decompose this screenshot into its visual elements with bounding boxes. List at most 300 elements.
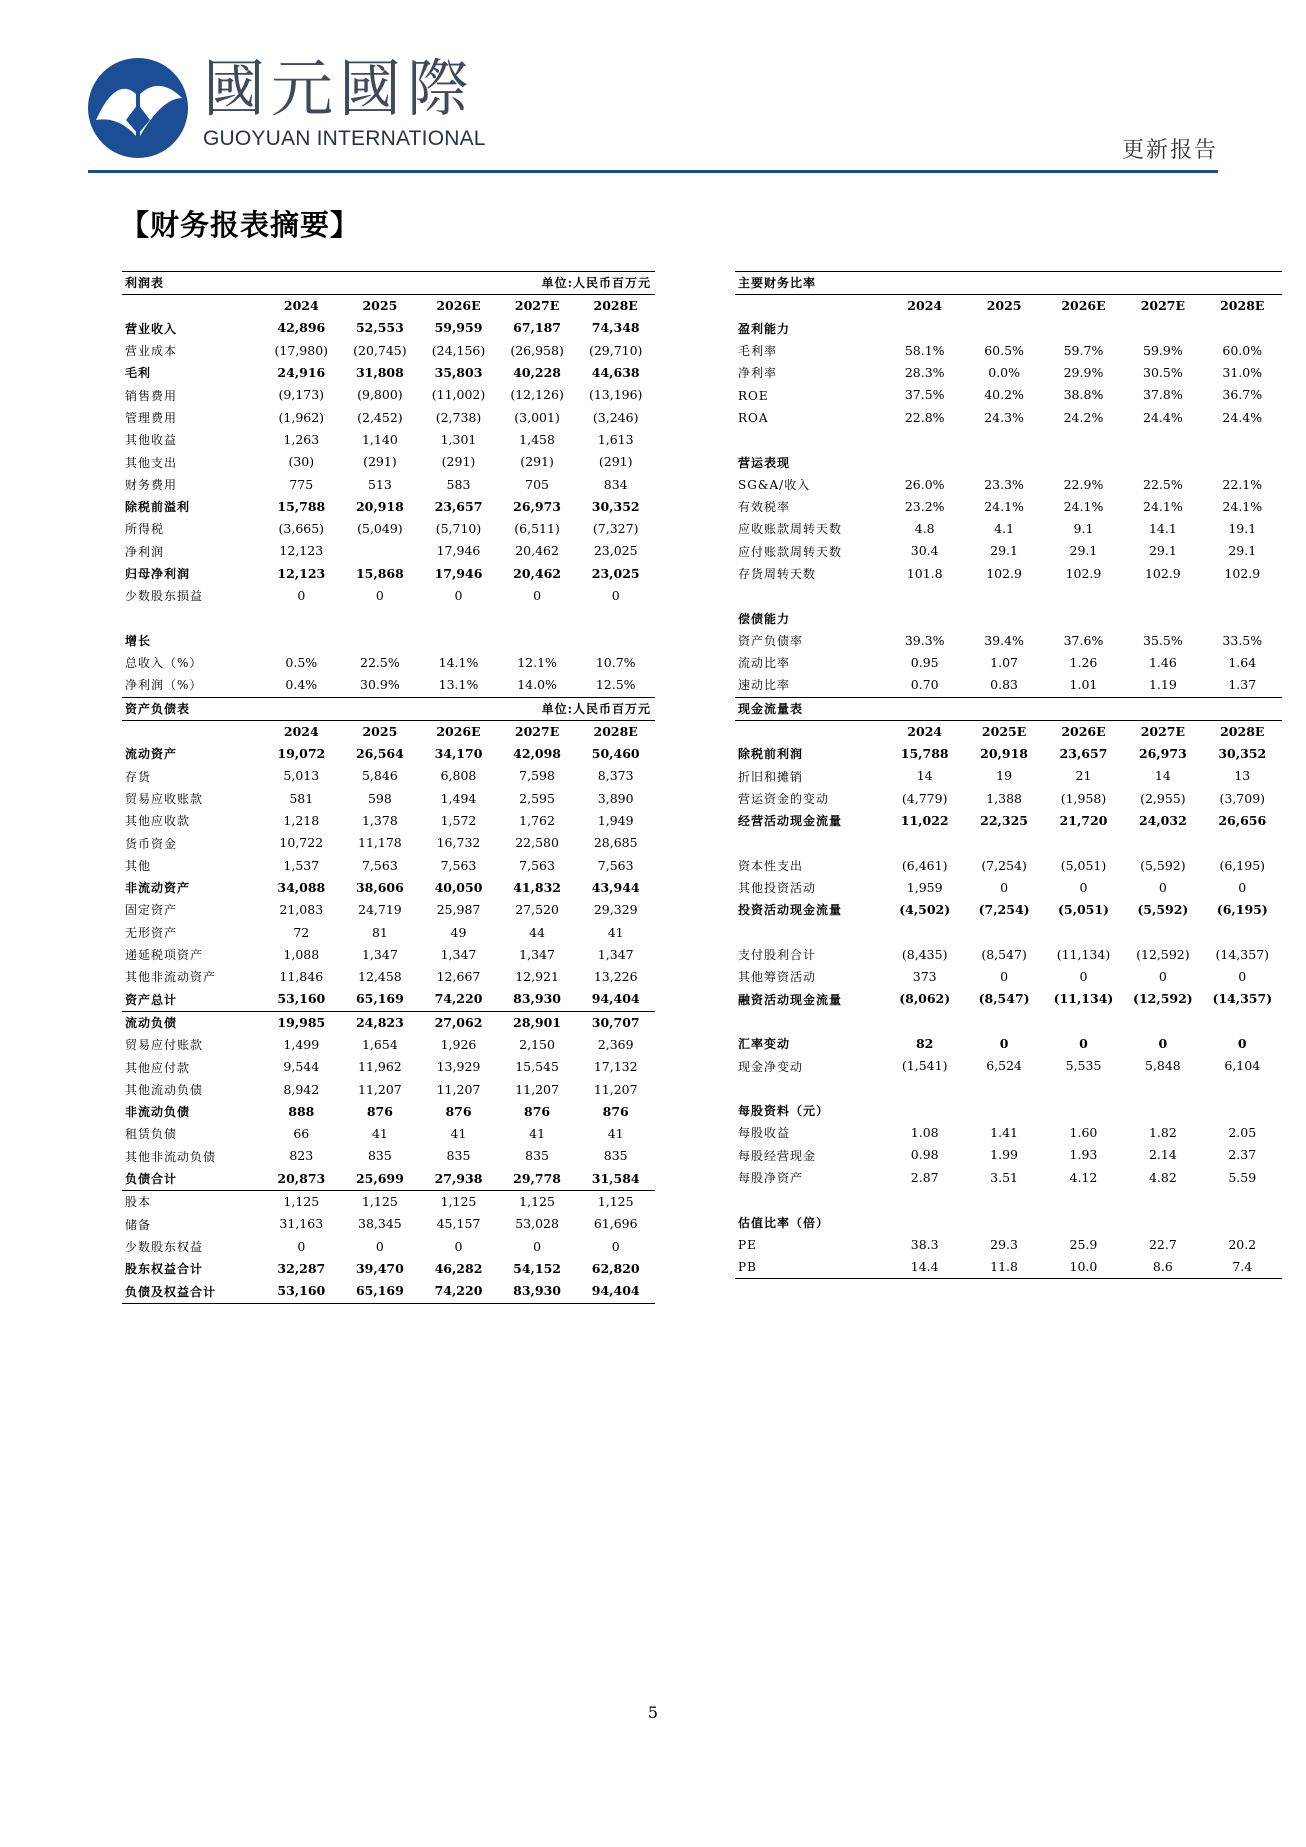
cell-value: 17,946 bbox=[436, 543, 481, 559]
cell-value: 0 bbox=[1158, 1035, 1168, 1051]
table-row bbox=[122, 585, 655, 607]
table-row bbox=[122, 855, 655, 877]
year-header-blank bbox=[735, 295, 885, 318]
cell-value: 44 bbox=[529, 924, 546, 940]
table-row bbox=[735, 340, 1282, 362]
cell-value: 1,301 bbox=[440, 431, 477, 447]
table-row bbox=[122, 318, 655, 340]
cell-value: 11,207 bbox=[593, 1081, 638, 1097]
table-row bbox=[122, 429, 655, 451]
cell-value: 60.0% bbox=[1222, 342, 1263, 358]
cell-value: 19 bbox=[996, 768, 1013, 784]
row-label: 流动负债 bbox=[125, 1015, 178, 1030]
table-row bbox=[735, 652, 1282, 674]
cell-value: (17,980) bbox=[274, 342, 329, 358]
cell-value: (14,357) bbox=[1212, 991, 1273, 1007]
cell-value bbox=[964, 1189, 1043, 1211]
income-statement-title bbox=[122, 272, 655, 295]
row-label: 净利率 bbox=[738, 366, 778, 381]
row-label: 营业成本 bbox=[125, 344, 178, 359]
cell-value: 24,032 bbox=[1138, 813, 1187, 829]
row-label: PB bbox=[735, 1256, 885, 1279]
cell-value: 29.3 bbox=[990, 1236, 1018, 1252]
cell-value: (12,592) bbox=[1136, 946, 1190, 962]
cell-value: 7,563 bbox=[440, 857, 477, 873]
cell-value bbox=[885, 585, 964, 607]
cell-value: 29,329 bbox=[593, 902, 638, 918]
cell-value: (29,710) bbox=[588, 342, 643, 358]
cell-value: 3,890 bbox=[597, 790, 634, 806]
cell-value: 30,707 bbox=[591, 1014, 640, 1030]
row-label bbox=[735, 1189, 885, 1211]
row-label: 净利润 bbox=[125, 544, 165, 559]
cell-value: 13,226 bbox=[593, 969, 638, 985]
cell-value: 102.9 bbox=[986, 565, 1022, 581]
cell-value: (5,592) bbox=[1140, 857, 1186, 873]
row-label: 货币资金 bbox=[125, 836, 178, 851]
cell-value bbox=[1123, 922, 1202, 944]
cell-value: 52,553 bbox=[355, 320, 404, 336]
row-label: 股本 bbox=[125, 1195, 152, 1210]
cell-value: 0 bbox=[1237, 1035, 1247, 1051]
year-header-row bbox=[122, 720, 655, 743]
cell-value bbox=[1203, 451, 1282, 473]
cell-value: 1,263 bbox=[283, 431, 320, 447]
cell-value: 1,347 bbox=[597, 946, 634, 962]
cell-value: 22.5% bbox=[360, 654, 400, 670]
cell-value: 24,823 bbox=[355, 1014, 404, 1030]
row-label: 折旧和摊销 bbox=[738, 769, 804, 784]
row-label: 固定资产 bbox=[125, 903, 178, 918]
table-row bbox=[122, 788, 655, 810]
cell-value: (30) bbox=[288, 454, 315, 470]
cell-value: 835 bbox=[367, 1148, 392, 1164]
cell-value bbox=[885, 451, 964, 473]
cell-value: 22.5% bbox=[1143, 476, 1183, 492]
row-label: 增长 bbox=[125, 633, 152, 648]
cell-value: (2,955) bbox=[1140, 790, 1186, 806]
row-label: 资产总计 bbox=[122, 989, 262, 1012]
cell-value: 7,563 bbox=[597, 857, 634, 873]
row-label: 营业收入 bbox=[125, 321, 178, 336]
cell-value: 1.60 bbox=[1069, 1125, 1098, 1141]
row-label: 融资活动现金流量 bbox=[738, 992, 843, 1007]
cell-value: 13,929 bbox=[436, 1059, 481, 1075]
cell-value: 24,916 bbox=[277, 365, 326, 381]
table-row bbox=[122, 810, 655, 832]
cell-value: 705 bbox=[525, 476, 549, 492]
cell-value: 53,160 bbox=[262, 989, 341, 1012]
cell-value: 25,987 bbox=[436, 902, 481, 918]
cell-value: 1,499 bbox=[283, 1036, 320, 1052]
cell-value: 3.51 bbox=[990, 1169, 1018, 1185]
table-row bbox=[735, 496, 1282, 518]
cell-value: 14 bbox=[916, 768, 933, 784]
year-header: 2024 bbox=[283, 298, 319, 314]
cell-value: 33.5% bbox=[1222, 632, 1263, 648]
cell-value: 24.1% bbox=[1063, 498, 1104, 514]
cell-value: 22.9% bbox=[1063, 476, 1104, 492]
year-header-row bbox=[735, 720, 1282, 743]
cell-value: 27,520 bbox=[515, 902, 559, 918]
cell-value bbox=[341, 607, 420, 629]
cell-value: (2,738) bbox=[435, 409, 482, 425]
cell-value: 12,458 bbox=[358, 969, 402, 985]
table-row bbox=[122, 652, 655, 674]
cell-value: 42,098 bbox=[513, 746, 561, 762]
cell-value: 0 bbox=[375, 588, 384, 604]
row-label: 管理费用 bbox=[125, 410, 178, 425]
cell-value bbox=[885, 429, 964, 451]
cell-value: 41 bbox=[371, 1126, 388, 1142]
table-row bbox=[735, 766, 1282, 788]
year-header: 2024 bbox=[907, 298, 943, 314]
cell-value: 35,803 bbox=[434, 365, 483, 381]
table-row bbox=[122, 1168, 655, 1191]
year-header: 2026E bbox=[1061, 723, 1106, 739]
cell-value: 7,563 bbox=[519, 857, 555, 873]
cell-value: 102.9 bbox=[1065, 565, 1102, 581]
cell-value bbox=[1044, 922, 1123, 944]
row-label: 无形资产 bbox=[125, 925, 178, 940]
cell-value: 28.3% bbox=[904, 365, 945, 381]
cell-value bbox=[1203, 1189, 1282, 1211]
cell-value: 7,598 bbox=[519, 768, 555, 784]
table-row bbox=[735, 384, 1282, 406]
cell-value: 38,606 bbox=[355, 879, 404, 895]
cell-value bbox=[1044, 318, 1123, 340]
cell-value: 888 bbox=[288, 1103, 315, 1119]
cell-value: 30,352 bbox=[1218, 746, 1267, 762]
cell-value: 54,152 bbox=[513, 1260, 561, 1276]
cell-value: 11.8 bbox=[964, 1256, 1043, 1279]
table-title: 利润表 bbox=[122, 272, 419, 295]
cell-value: (3,246) bbox=[592, 409, 639, 425]
cell-value: (291) bbox=[363, 454, 397, 470]
cell-value: 31,584 bbox=[576, 1168, 655, 1191]
cell-value: 876 bbox=[445, 1103, 472, 1119]
cell-value: (291) bbox=[598, 454, 633, 470]
cell-value bbox=[1203, 1100, 1282, 1122]
cell-value: (7,327) bbox=[592, 521, 639, 537]
cell-value: 581 bbox=[289, 790, 314, 806]
table-row bbox=[122, 1123, 655, 1145]
cell-value bbox=[1123, 318, 1202, 340]
cell-value: 1.07 bbox=[990, 654, 1018, 670]
row-label: 递延税项资产 bbox=[125, 948, 204, 963]
cell-value: 31,163 bbox=[279, 1216, 324, 1232]
cell-value bbox=[964, 429, 1043, 451]
cell-value: 0 bbox=[1238, 879, 1247, 895]
cell-value: 23,657 bbox=[1059, 746, 1108, 762]
cell-value: 11,207 bbox=[358, 1081, 402, 1097]
cell-value bbox=[1203, 1211, 1282, 1233]
table-row bbox=[735, 318, 1282, 340]
table-row bbox=[122, 1056, 655, 1078]
cell-value bbox=[576, 630, 655, 652]
cell-value: 24.3% bbox=[984, 409, 1024, 425]
cell-value bbox=[1123, 832, 1202, 854]
cell-value: (12,592) bbox=[1133, 991, 1193, 1007]
year-header: 2026E bbox=[436, 723, 481, 739]
cell-value: 1,088 bbox=[283, 946, 320, 962]
cell-value: (6,195) bbox=[1216, 902, 1268, 918]
cell-value bbox=[1203, 1011, 1282, 1033]
cell-value bbox=[885, 1078, 964, 1100]
cell-value: 15,788 bbox=[900, 746, 949, 762]
cell-value: 0 bbox=[297, 1238, 306, 1254]
cell-value: 598 bbox=[367, 790, 392, 806]
cell-value bbox=[885, 1100, 964, 1122]
cell-value: (5,592) bbox=[1137, 902, 1189, 918]
table-row bbox=[735, 563, 1282, 585]
table-row bbox=[735, 1078, 1282, 1100]
cell-value: (3,665) bbox=[278, 521, 325, 537]
cell-value: 23,025 bbox=[593, 543, 638, 559]
cell-value: 74,348 bbox=[591, 320, 640, 336]
cell-value: 1,537 bbox=[283, 857, 320, 873]
company-name-en: GUOYUAN INTERNATIONAL bbox=[203, 127, 486, 150]
table-row bbox=[735, 1033, 1282, 1055]
cell-value: 102.9 bbox=[1224, 565, 1261, 581]
cell-value bbox=[1123, 607, 1202, 629]
cell-value bbox=[964, 318, 1043, 340]
cell-value: 1.08 bbox=[910, 1125, 939, 1141]
cell-value: 1,125 bbox=[597, 1194, 634, 1210]
row-label: ROE bbox=[738, 388, 769, 403]
cell-value: 29.1 bbox=[1228, 543, 1257, 559]
cell-value: 835 bbox=[525, 1148, 549, 1164]
row-label: 负债及权益合计 bbox=[122, 1280, 262, 1303]
cell-value: (2,452) bbox=[357, 409, 403, 425]
table-row bbox=[735, 407, 1282, 429]
cell-value: 28,685 bbox=[593, 835, 638, 851]
cell-value: (9,173) bbox=[278, 387, 325, 403]
row-label: 其他 bbox=[125, 858, 152, 873]
row-label: 除税前利润 bbox=[738, 747, 804, 762]
cell-value bbox=[885, 1211, 964, 1233]
cell-value: 1,125 bbox=[283, 1194, 320, 1210]
cell-value: 14.1 bbox=[1148, 521, 1177, 537]
row-label: 其他非流动资产 bbox=[125, 970, 217, 985]
cell-value: 38,345 bbox=[358, 1216, 402, 1232]
row-label: 其他流动负债 bbox=[125, 1082, 204, 1097]
year-header: 2027E bbox=[1140, 298, 1186, 314]
year-header: 2028E bbox=[593, 723, 638, 739]
cell-value: 14.4 bbox=[885, 1256, 964, 1279]
cell-value: 1,926 bbox=[440, 1036, 477, 1052]
cell-value: 0 bbox=[1238, 969, 1247, 985]
cell-value bbox=[341, 541, 420, 563]
cell-value: 4.12 bbox=[1069, 1169, 1098, 1185]
row-label: 存货 bbox=[125, 769, 152, 784]
cell-value: 2.14 bbox=[1148, 1147, 1177, 1163]
cell-value: 11,022 bbox=[900, 813, 949, 829]
table-row bbox=[122, 1101, 655, 1123]
cell-value: 53,028 bbox=[515, 1216, 559, 1232]
cell-value: 13.1% bbox=[438, 677, 479, 693]
row-label: 其他应付款 bbox=[125, 1060, 191, 1075]
cell-value: 0 bbox=[375, 1238, 384, 1254]
row-label: 其他非流动负债 bbox=[125, 1149, 217, 1164]
row-label bbox=[735, 832, 885, 854]
cell-value: 44,638 bbox=[591, 365, 640, 381]
row-label: 租赁负债 bbox=[125, 1127, 178, 1142]
cell-value: (5,051) bbox=[1060, 857, 1107, 873]
cell-value: 0 bbox=[999, 1035, 1009, 1051]
cell-value: 40.2% bbox=[984, 387, 1024, 403]
cell-value: (1,958) bbox=[1060, 790, 1107, 806]
year-header: 2025E bbox=[981, 723, 1027, 739]
cell-value: 5,013 bbox=[283, 768, 320, 784]
cell-value: 66 bbox=[293, 1126, 310, 1142]
cell-value: (291) bbox=[520, 454, 554, 470]
cell-value: 12.1% bbox=[517, 654, 557, 670]
cell-value: 1,347 bbox=[361, 946, 398, 962]
table-row bbox=[122, 674, 655, 697]
cell-value: 61,696 bbox=[593, 1216, 638, 1232]
cell-value: 37.6% bbox=[1063, 632, 1104, 648]
table-title: 现金流量表 bbox=[735, 697, 1282, 720]
cell-value: 22.1% bbox=[1222, 476, 1263, 492]
year-header-blank bbox=[735, 720, 885, 743]
cell-value: 5,846 bbox=[361, 768, 398, 784]
cell-value: 24.1% bbox=[984, 498, 1024, 514]
cell-value: 45,157 bbox=[436, 1216, 481, 1232]
row-label: 少数股东权益 bbox=[125, 1239, 204, 1254]
cell-value: 40,228 bbox=[513, 365, 561, 381]
cell-value: 0.0% bbox=[988, 365, 1020, 381]
cell-value: 16,732 bbox=[436, 835, 481, 851]
cell-value: 19,072 bbox=[277, 746, 326, 762]
row-label: 财务费用 bbox=[125, 477, 178, 492]
cell-value: (24,156) bbox=[431, 342, 486, 358]
cell-value: 19,985 bbox=[277, 1014, 326, 1030]
cell-value: 19.1 bbox=[1228, 521, 1257, 537]
cell-value bbox=[885, 1011, 964, 1033]
table-row bbox=[735, 1189, 1282, 1211]
year-header: 2027E bbox=[1140, 723, 1186, 739]
cell-value: 38.8% bbox=[1063, 387, 1104, 403]
cell-value: 1,572 bbox=[440, 813, 477, 829]
table-row bbox=[735, 944, 1282, 966]
cell-value bbox=[262, 607, 341, 629]
cell-value: 775 bbox=[289, 476, 314, 492]
cell-value bbox=[1044, 832, 1123, 854]
row-label: 流动资产 bbox=[125, 747, 178, 762]
cell-value: (4,502) bbox=[899, 902, 951, 918]
cell-value: 4.1 bbox=[994, 521, 1015, 537]
cell-value: 4.82 bbox=[1148, 1169, 1177, 1185]
table-row bbox=[122, 743, 655, 765]
table-row bbox=[122, 563, 655, 585]
cell-value: 1.82 bbox=[1148, 1125, 1177, 1141]
year-header-row bbox=[735, 295, 1282, 318]
company-name-cn: 國元國際 bbox=[203, 52, 476, 125]
cell-value: 0 bbox=[533, 1238, 542, 1254]
cell-value: 1.26 bbox=[1069, 654, 1098, 670]
row-label: 应收账款周转天数 bbox=[738, 522, 843, 537]
table-row bbox=[735, 788, 1282, 810]
cell-value: 0 bbox=[533, 588, 542, 604]
cell-value: 29.1 bbox=[1148, 543, 1177, 559]
cell-value bbox=[1123, 1211, 1202, 1233]
cell-value: 28,901 bbox=[513, 1014, 561, 1030]
table-row bbox=[735, 362, 1282, 384]
row-label: PE bbox=[738, 1237, 757, 1252]
table-row bbox=[735, 1145, 1282, 1167]
row-label bbox=[735, 1078, 885, 1100]
cell-value: 24.2% bbox=[1063, 409, 1104, 425]
cell-value: 23.2% bbox=[904, 498, 945, 514]
year-header: 2026E bbox=[1061, 298, 1106, 314]
row-label: 汇率变动 bbox=[738, 1037, 791, 1052]
row-label: 归母净利润 bbox=[125, 567, 191, 581]
cell-value: 53,160 bbox=[262, 1280, 341, 1303]
cell-value: 1,458 bbox=[519, 431, 555, 447]
row-label: ROA bbox=[738, 410, 769, 425]
row-label: 毛利 bbox=[125, 366, 152, 381]
cell-value: 876 bbox=[602, 1103, 629, 1119]
row-label: 应付账款周转天数 bbox=[738, 544, 843, 559]
row-label: 负债合计 bbox=[122, 1168, 262, 1191]
table-row bbox=[122, 899, 655, 921]
cell-value: 5,848 bbox=[1144, 1058, 1181, 1074]
cell-value: 31.0% bbox=[1222, 365, 1263, 381]
cell-value: 20,462 bbox=[515, 543, 559, 559]
table-row bbox=[122, 1236, 655, 1258]
cell-value: 1.01 bbox=[1069, 677, 1098, 693]
table-row bbox=[735, 922, 1282, 944]
cell-value bbox=[419, 630, 498, 652]
row-label bbox=[735, 429, 885, 451]
cell-value: 65,169 bbox=[341, 989, 420, 1012]
cell-value: 513 bbox=[367, 476, 392, 492]
cell-value: (1,962) bbox=[278, 409, 325, 425]
row-label: 除税前溢利 bbox=[125, 500, 191, 515]
table-row bbox=[735, 518, 1282, 540]
report-type-label: 更新报告 bbox=[1121, 138, 1218, 163]
cell-value: 2.05 bbox=[1228, 1125, 1257, 1141]
table-row bbox=[122, 989, 655, 1012]
balance-sheet-title bbox=[122, 697, 655, 720]
row-label: 偿债能力 bbox=[738, 611, 791, 626]
cell-value: 24,719 bbox=[358, 902, 402, 918]
cell-value: 14 bbox=[1154, 768, 1171, 784]
row-label: 估值比率（倍） bbox=[738, 1215, 830, 1230]
cell-value bbox=[964, 585, 1043, 607]
table-row bbox=[735, 541, 1282, 563]
cell-value bbox=[1203, 607, 1282, 629]
report-header bbox=[0, 0, 1306, 180]
table-title: 主要财务比率 bbox=[735, 272, 1282, 295]
year-header: 2027E bbox=[514, 298, 560, 314]
cell-value: 12,667 bbox=[436, 969, 481, 985]
cell-value bbox=[1123, 429, 1202, 451]
cell-value: 11,962 bbox=[358, 1059, 402, 1075]
row-label: 非流动资产 bbox=[125, 881, 191, 896]
cell-value: 24.1% bbox=[1143, 498, 1183, 514]
table-row bbox=[122, 944, 655, 966]
cell-value: 46,282 bbox=[434, 1260, 483, 1276]
table-row bbox=[735, 899, 1282, 921]
cell-value: 17,946 bbox=[434, 565, 483, 581]
row-label: 流动比率 bbox=[738, 656, 791, 671]
cell-value: 1,949 bbox=[597, 813, 634, 829]
cell-value: 81 bbox=[371, 924, 388, 940]
table-row bbox=[122, 407, 655, 429]
cell-value: 15,788 bbox=[277, 498, 326, 514]
